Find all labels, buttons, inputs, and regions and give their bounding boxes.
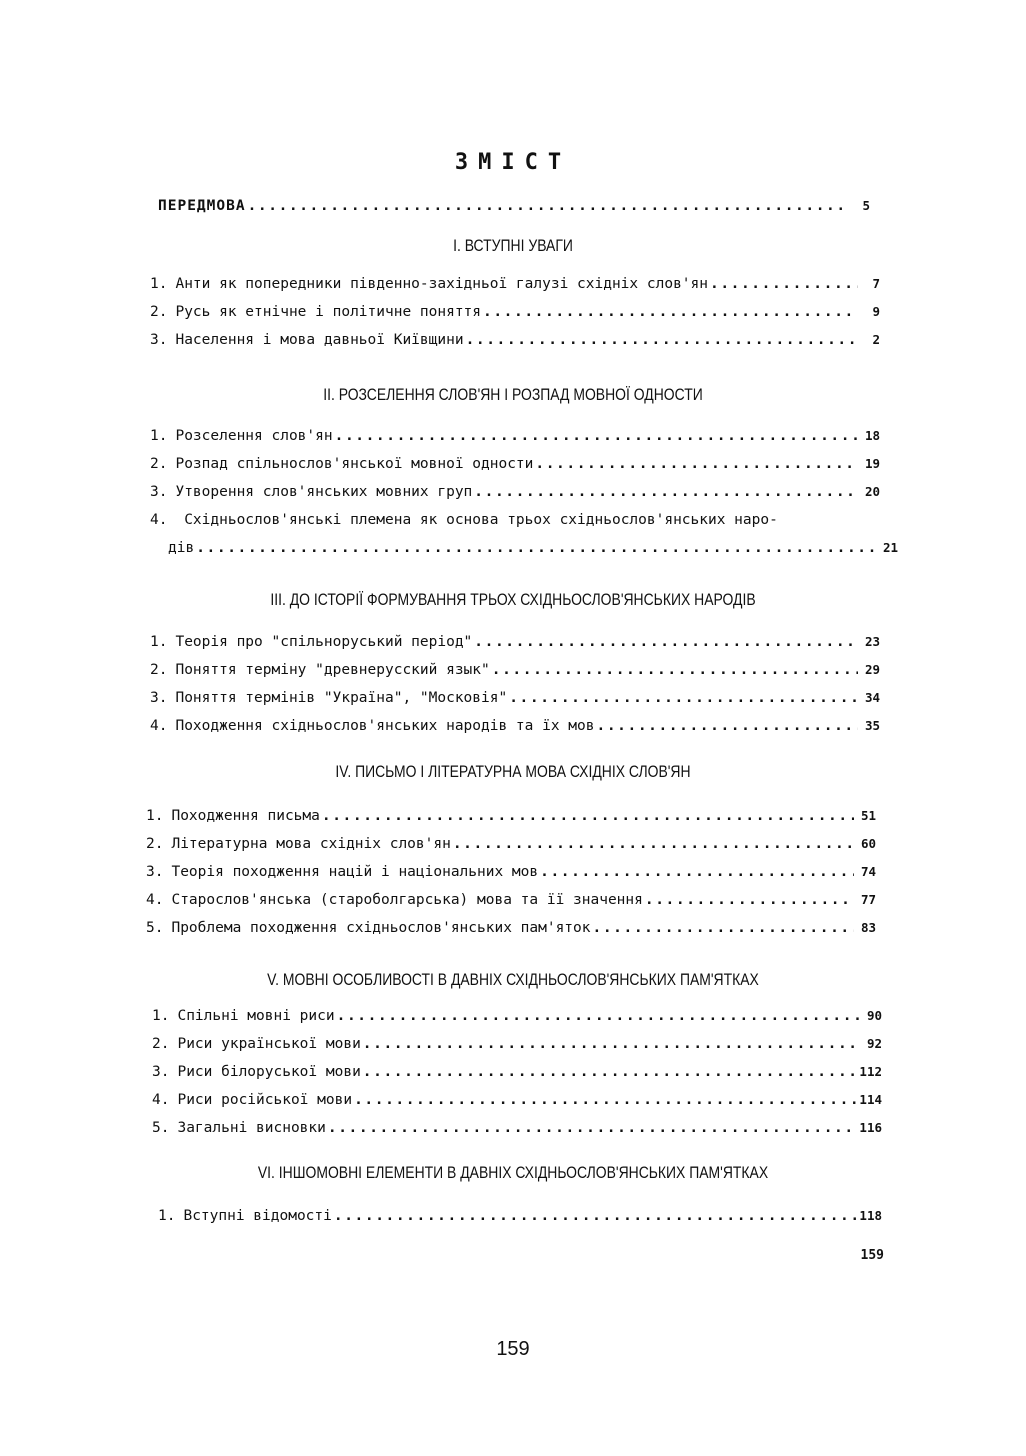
toc-entry-page: 51 [860, 808, 876, 823]
section-heading-2: ІІ. РОЗСЕЛЕННЯ СЛОВ'ЯН І РОЗПАД МОВНОЇ ОДНОСТИ [323, 385, 703, 404]
toc-entry-page: 34 [864, 690, 880, 705]
toc-leader-dots [492, 662, 858, 678]
toc-entry-text: Літературна мова східніх слов'ян [171, 836, 451, 852]
toc-entry-number: 4. [146, 892, 164, 908]
toc-entry[interactable] [158, 1208, 882, 1232]
toc-entry-text: Вступні відомості [183, 1208, 332, 1224]
toc-entry-page: 21 [882, 540, 898, 555]
toc-entry-text: Проблема походження східньослов'янських пам'яток [171, 920, 591, 936]
footer-page-number: 159 [496, 1338, 530, 1360]
toc-entry-text: Риси білоруської мови [177, 1064, 361, 1080]
toc-entry[interactable] [150, 456, 880, 480]
toc-leader-dots [597, 718, 859, 734]
toc-entry-text: ПЕРЕДМОВА [158, 198, 246, 214]
toc-entry[interactable] [150, 304, 880, 328]
toc-entry[interactable] [150, 690, 880, 714]
toc-entry[interactable] [150, 718, 880, 742]
toc-entry-text: Розпад спільнослов'янської мовної одности [175, 456, 534, 472]
toc-leader-dots [645, 892, 854, 908]
toc-entry-number: 4. [150, 718, 168, 734]
section-heading-5: V. МОВНІ ОСОБЛИВОСТІ В ДАВНІХ СХІДНЬОСЛОВ'ЯНСЬКИХ ПАМ'ЯТКАХ [267, 970, 759, 989]
toc-entry-text: Теорія походження націй і національних мов [171, 864, 539, 880]
toc-entry-number: 1. [158, 1208, 176, 1224]
toc-entry[interactable] [152, 1120, 882, 1144]
toc-leader-dots [466, 332, 858, 348]
section-heading-6: VI. ІНШОМОВНІ ЕЛЕМЕНТИ В ДАВНІХ СХІДНЬОСЛОВ'ЯНСЬКИХ ПАМ'ЯТКАХ [257, 1163, 769, 1182]
toc-leader-dots [453, 836, 854, 852]
toc-entry-number: 2. [150, 304, 168, 320]
toc-entry[interactable] [150, 662, 880, 686]
toc-entry-text: Теорія про "спільноруський період" [175, 634, 473, 650]
toc-entry-text: Старослов'янська (староболгарська) мова та її значення [171, 892, 643, 908]
toc-entry[interactable] [146, 892, 876, 916]
section-heading-3: ІІІ. ДО ІСТОРІЇ ФОРМУВАННЯ ТРЬОХ СХІДНЬОСЛОВ'ЯНСЬКИХ НАРОДІВ [270, 590, 756, 609]
toc-leader-dots [337, 1008, 860, 1024]
toc-entry[interactable] [152, 1092, 882, 1116]
toc-entry-preface[interactable] [158, 198, 870, 222]
toc-entry-number: 1. [150, 428, 168, 444]
toc-entry-page: 90 [866, 1008, 882, 1023]
toc-entry-page: 5 [862, 198, 870, 213]
toc-entry-page: 112 [859, 1064, 882, 1079]
toc-entry-text: Русь як етнічне і політичне поняття [175, 304, 482, 320]
toc-entry-page: 77 [860, 892, 876, 907]
toc-leader-dots [196, 540, 876, 556]
toc-entry-text: Спільні мовні риси [177, 1008, 335, 1024]
toc-entry-text: Розселення слов'ян [175, 428, 333, 444]
toc-entry[interactable] [152, 1036, 882, 1060]
toc-entry-page: 92 [866, 1036, 882, 1051]
toc-leader-dots [363, 1036, 860, 1052]
toc-entry-continuation[interactable] [150, 540, 898, 564]
toc-entry-number: 5. [152, 1120, 170, 1136]
toc-entry-text: Походження східньослов'янських народів та їх мов [175, 718, 595, 734]
toc-leader-dots [593, 920, 855, 936]
toc-entry-text: Східньослов'янські племена як основа трьох східньослов'янських наро- [184, 512, 778, 528]
toc-entry-number: 5. [146, 920, 164, 936]
toc-leader-dots [540, 864, 854, 880]
toc-entry-number: 1. [150, 634, 168, 650]
section-heading-1: І. ВСТУПНІ УВАГИ [453, 236, 573, 255]
toc-entry-text: Утворення слов'янських мовних груп [175, 484, 473, 500]
toc-entry-text: Населення і мова давньої Київщини [175, 332, 464, 348]
toc-entry-page: 60 [860, 836, 876, 851]
toc-leader-dots [322, 808, 854, 824]
toc-entry-page: 118 [859, 1208, 882, 1223]
toc-entry[interactable] [152, 1064, 882, 1088]
toc-entry[interactable] [150, 634, 880, 658]
toc-entry-text: Поняття термінів "Україна", "Московія" [175, 690, 508, 706]
toc-leader-dots [363, 1064, 858, 1080]
toc-entry-number: 3. [150, 484, 168, 500]
running-page-number: 159 [860, 1248, 884, 1263]
toc-entry[interactable] [146, 920, 876, 944]
toc-leader-dots [483, 304, 858, 320]
toc-entry-number: 4. [152, 1092, 170, 1108]
toc-entry-page: 83 [860, 920, 876, 935]
toc-entry-page: 114 [859, 1092, 882, 1107]
toc-leader-dots [248, 198, 848, 214]
toc-entry[interactable] [146, 808, 876, 832]
toc-leader-dots [328, 1120, 858, 1136]
toc-entry[interactable] [150, 484, 880, 508]
toc-entry-text: Походження письма [171, 808, 320, 824]
toc-entry-number: 2. [150, 456, 168, 472]
toc-entry[interactable] [152, 1008, 882, 1032]
toc-entry-number: 3. [146, 864, 164, 880]
toc-entry-number: 3. [150, 332, 168, 348]
toc-entry-page: 23 [864, 634, 880, 649]
toc-entry-page: 35 [864, 718, 880, 733]
toc-entry-page: 7 [872, 276, 880, 291]
toc-leader-dots [710, 276, 858, 292]
toc-entry-page: 74 [860, 864, 876, 879]
toc-leader-dots [535, 456, 858, 472]
toc-entry-text: Риси української мови [177, 1036, 361, 1052]
toc-leader-dots [335, 428, 858, 444]
toc-entry-page: 20 [864, 484, 880, 499]
section-heading-4: IV. ПИСЬМО І ЛІТЕРАТУРНА МОВА СХІДНІХ СЛОВ'ЯН [335, 762, 691, 781]
toc-entry-number: 2. [152, 1036, 170, 1052]
toc-entry[interactable] [150, 428, 880, 452]
toc-entry-page: 29 [864, 662, 880, 677]
toc-leader-dots [474, 634, 858, 650]
toc-entry[interactable] [146, 836, 876, 860]
toc-entry[interactable] [150, 332, 880, 356]
toc-entry-text: Поняття терміну "древнерусский язык" [175, 662, 490, 678]
toc-entry-page: 2 [872, 332, 880, 347]
toc-leader-dots [474, 484, 858, 500]
toc-entry-number: 2. [146, 836, 164, 852]
toc-leader-dots [509, 690, 858, 706]
toc-entry-text-continued: дів [168, 540, 195, 556]
toc-entry-number: 3. [152, 1064, 170, 1080]
page-title: ЗМІСТ [454, 150, 572, 175]
toc-entry-page: 9 [872, 304, 880, 319]
toc-entry-text: Риси російської мови [177, 1092, 353, 1108]
toc-entry-page: 116 [859, 1120, 882, 1135]
toc-leader-dots [354, 1092, 857, 1108]
toc-entry[interactable] [150, 276, 880, 300]
toc-entry-number: 2. [150, 662, 168, 678]
toc-entry-text: Анти як попередники південно-західньої галузі східніх слов'ян [175, 276, 708, 292]
toc-entry-number: 1. [152, 1008, 170, 1024]
toc-entry[interactable] [146, 864, 876, 888]
toc-leader-dots [334, 1208, 858, 1224]
toc-entry-number: 3. [150, 690, 168, 706]
toc-entry-page: 18 [864, 428, 880, 443]
toc-entry-page: 19 [864, 456, 880, 471]
toc-entry-text: Загальні висновки [177, 1120, 326, 1136]
toc-entry-number: 4. [150, 512, 168, 528]
toc-entry-number: 1. [150, 276, 168, 292]
toc-entry-number: 1. [146, 808, 164, 824]
toc-entry-multiline[interactable] [150, 512, 880, 536]
